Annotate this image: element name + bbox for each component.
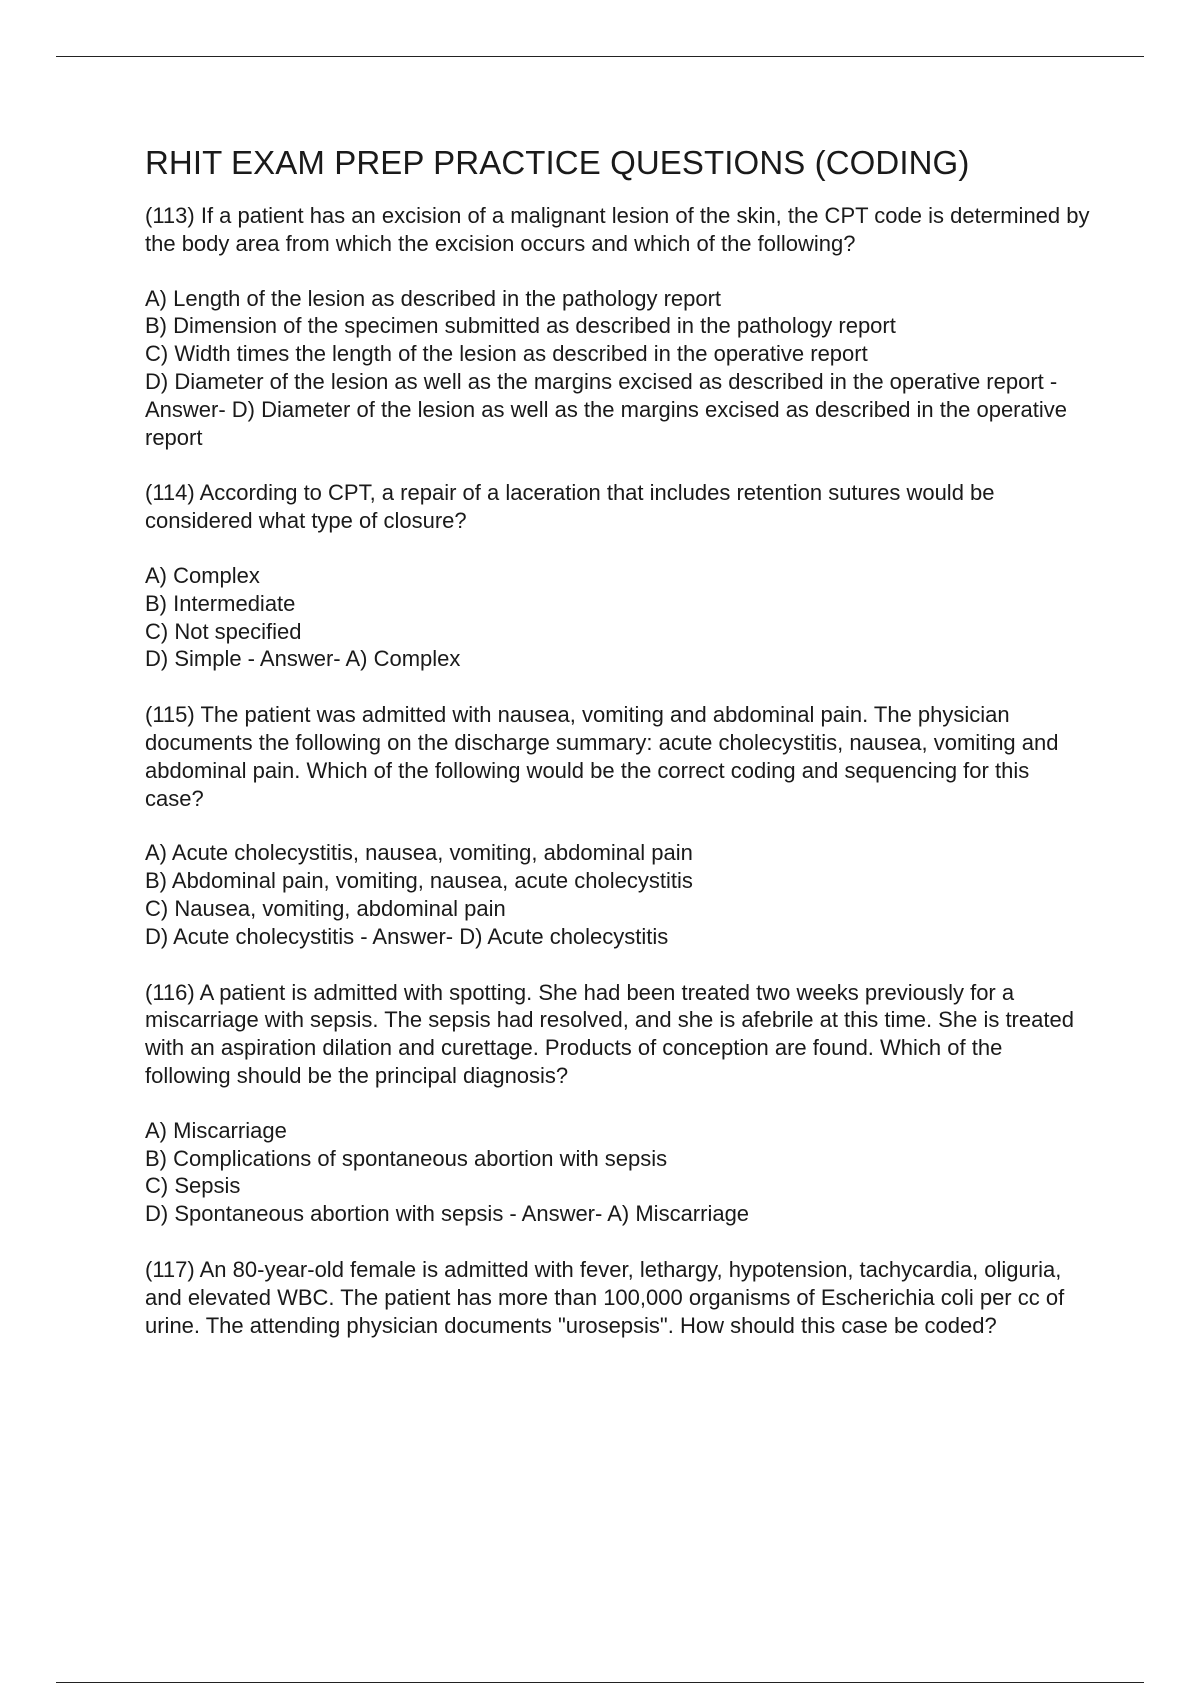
- option-d-with-answer: D) Acute cholecystitis - Answer- D) Acute cholecystitis: [145, 923, 669, 949]
- option-d-with-answer: D) Diameter of the lesion as well as the margins excised as described in the operative report - Answer- D) Diameter of the lesion as well as the margins excised as described in the operative report: [145, 368, 1067, 450]
- option-b: B) Dimension of the specimen submitted as described in the pathology report: [145, 313, 896, 339]
- option-a: A) Complex: [145, 562, 260, 588]
- document-title: RHIT EXAM PREP PRACTICE QUESTIONS (CODING): [145, 144, 970, 181]
- option-a: A) Length of the lesion as described in the pathology report: [145, 285, 722, 311]
- option-b: B) Intermediate: [145, 590, 296, 616]
- option-c: C) Not specified: [145, 618, 302, 644]
- answer-options: [145, 839, 1090, 950]
- question-114: [145, 479, 1090, 673]
- option-a: A) Miscarriage: [145, 1117, 287, 1143]
- question-text: (115) The patient was admitted with nausea, vomiting and abdominal pain. The physician documents the following on the discharge summary: acute cholecystitis, nausea, vomiting and abdominal pain. Which of the following would be the correct coding and sequencing for this case?: [145, 702, 1059, 811]
- question-text: (117) An 80-year-old female is admitted with fever, lethargy, hypotension, tachycardia, oliguria, and elevated WBC. The patient has more than 100,000 organisms of Escherichia coli per cc of urine. The attending physician documents "urosepsis". How should this case be coded?: [145, 1256, 1065, 1338]
- question-text: (113) If a patient has an excision of a malignant lesion of the skin, the CPT code is determined by the body area from which the excision occurs and which of the following?: [145, 203, 1090, 256]
- question-117: [145, 1256, 1090, 1339]
- option-b: B) Abdominal pain, vomiting, nausea, acute cholecystitis: [145, 868, 693, 894]
- question-text: (116) A patient is admitted with spotting. She had been treated two weeks previously for a miscarriage with sepsis. The sepsis had resolved, and she is afebrile at this time. She is treated with an aspiration dilation and curettage. Products of conception are found. Which of the following should be the principal diagnosis?: [145, 979, 1074, 1088]
- question-116: [145, 979, 1090, 1228]
- option-c: C) Width times the length of the lesion as described in the operative report: [145, 341, 868, 367]
- option-c: C) Sepsis: [145, 1173, 241, 1199]
- option-a: A) Acute cholecystitis, nausea, vomiting, abdominal pain: [145, 840, 693, 866]
- answer-options: [145, 285, 1090, 452]
- question-113: [145, 202, 1090, 451]
- question-115: [145, 701, 1090, 950]
- answer-options: [145, 562, 1090, 673]
- question-text: (114) According to CPT, a repair of a laceration that includes retention sutures would be considered what type of closure?: [145, 480, 995, 534]
- document-body: [145, 143, 1090, 1367]
- answer-options: [145, 1117, 1090, 1228]
- top-divider: [56, 56, 1144, 57]
- option-c: C) Nausea, vomiting, abdominal pain: [145, 895, 506, 921]
- bottom-divider: [56, 1682, 1144, 1683]
- option-d-with-answer: D) Simple - Answer- A) Complex: [145, 646, 461, 672]
- option-d-with-answer: D) Spontaneous abortion with sepsis - Answer- A) Miscarriage: [145, 1201, 750, 1227]
- option-b: B) Complications of spontaneous abortion with sepsis: [145, 1145, 668, 1171]
